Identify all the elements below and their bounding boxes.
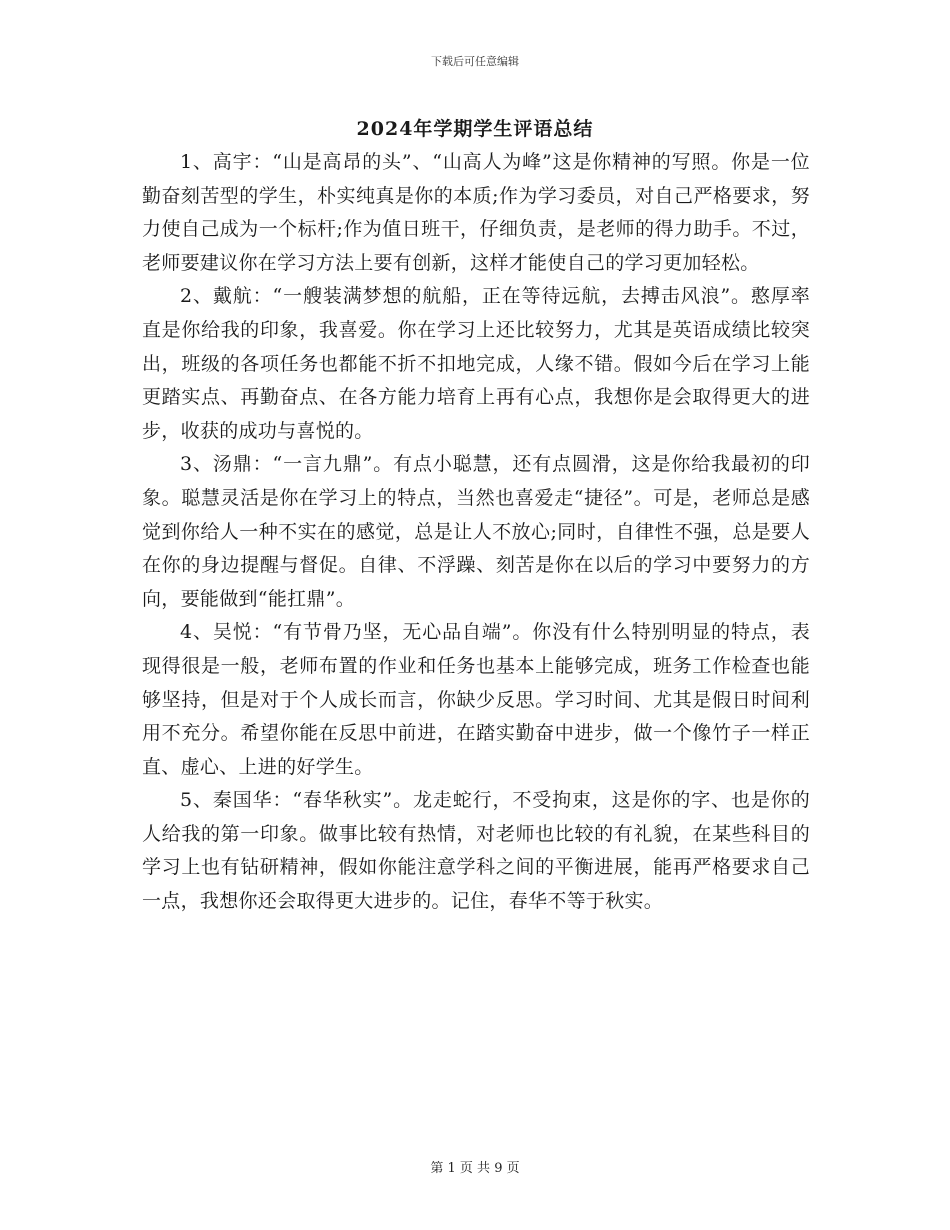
page-header-note: 下载后可任意编辑: [431, 55, 519, 68]
page-number-footer: 第 1 页 共 9 页: [430, 1161, 520, 1176]
comment-paragraph-4: 4、吴悦：“有节骨乃坚，无心品自端”。你没有什么特别明显的特点，表现得很是一般，老师布置的作业和任务也基本上能够完成，班务工作检查也能够坚持，但是对于个人成长而言，你缺少反思。学习时间、尤其是假日时间利用不充分。希望你能在反思中前进，在踏实勤奋中进步，做一个像竹子一样正直、虚心、上进的好学生。: [142, 621, 810, 778]
comment-paragraph-5: 5、秦国华：“春华秋实”。龙走蛇行，不受拘束，这是你的字、也是你的人给我的第一印象。做事比较有热情，对老师也比较的有礼貌，在某些科目的学习上也有钻研精神，假如你能注意学科之间的平衡进展，能再严格要求自己一点，我想你还会取得更大进步的。记住，春华不等于秋实。: [142, 789, 810, 913]
document-body: [142, 146, 810, 919]
comment-paragraph-3: 3、汤鼎：“一言九鼎”。有点小聪慧，还有点圆滑，这是你给我最初的印象。聪慧灵活是你在学习上的特点，当然也喜爱走“捷径”。可是，老师总是感觉到你给人一种不实在的感觉，总是让人不放心;同时，自律性不强，总是要人在你的身边提醒与督促。自律、不浮躁、刻苦是你在以后的学习中要努力的方向，要能做到“能扛鼎”。: [142, 453, 810, 610]
comment-paragraph-1: 1、高宇：“山是高昂的头”、“山高人为峰”这是你精神的写照。你是一位勤奋刻苦型的学生，朴实纯真是你的本质;作为学习委员，对自己严格要求，努力使自己成为一个标杆;作为值日班干，仔细负责，是老师的得力助手。不过，老师要建议你在学习方法上要有创新，这样才能使自己的学习更加轻松。: [142, 151, 810, 274]
comment-paragraph-2: 2、戴航：“一艘装满梦想的航船，正在等待远航，去搏击风浪”。憨厚率直是你给我的印象，我喜爱。你在学习上还比较努力，尤其是英语成绩比较突出，班级的各项任务也都能不折不扣地完成，人缘不错。假如今后在学习上能更踏实点、再勤奋点、在各方能力培育上再有心点，我想你是会取得更大的进步，收获的成功与喜悦的。: [142, 285, 810, 442]
document-title: 2024年学期学生评语总结: [356, 118, 594, 140]
